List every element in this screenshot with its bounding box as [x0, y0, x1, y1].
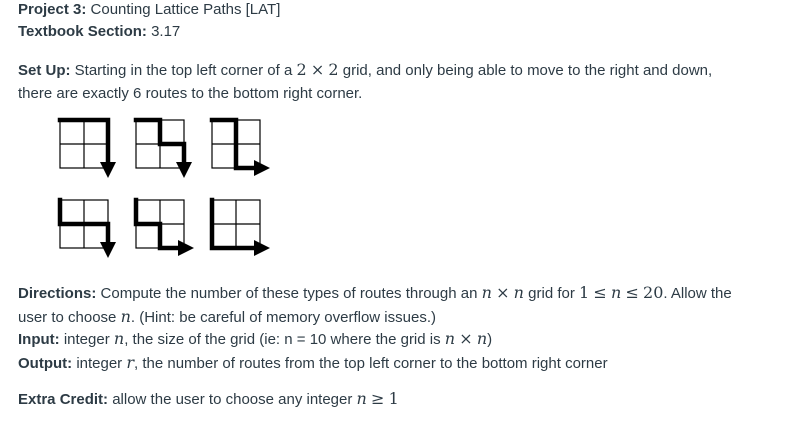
section-label: Textbook Section: [18, 23, 147, 40]
lattice-path-diagram [136, 120, 192, 178]
math-n: n [481, 283, 492, 302]
math-n: n [120, 307, 131, 326]
arrowhead-icon [178, 240, 194, 256]
math-le: ≤ [593, 283, 607, 302]
lattice-paths-figure [50, 108, 280, 268]
directions-text: Compute the number of these types of routes through an [100, 285, 478, 302]
extra-credit-line [18, 389, 399, 410]
math-n: n [513, 283, 524, 302]
arrowhead-icon [100, 242, 116, 258]
math-n: n [356, 389, 367, 408]
section-value: 3.17 [151, 23, 181, 40]
math-twenty: 20 [643, 283, 664, 302]
textbook-section [18, 22, 180, 42]
directions-paragraph [18, 281, 793, 329]
extra-credit-label: Extra Credit: [18, 391, 109, 408]
math-times: × [496, 283, 510, 302]
output-text: integer [76, 355, 123, 372]
input-text: ) [487, 331, 493, 348]
project-heading [18, 0, 280, 20]
project-title: Counting Lattice Paths [LAT] [90, 1, 281, 18]
setup-text: Starting in the top left corner of a [74, 62, 293, 79]
directions-line-2 [18, 305, 793, 329]
lattice-path-diagram [212, 200, 270, 256]
directions-line-1 [18, 281, 793, 305]
directions-text: . (Hint: be careful of memory overflow issues.) [130, 309, 436, 326]
lattice-path-diagram [212, 120, 270, 176]
arrowhead-icon [176, 162, 192, 178]
arrowhead-icon [254, 160, 270, 176]
setup-paragraph [18, 58, 793, 105]
arrowhead-icon [100, 162, 116, 178]
math-grid-size: 2 [328, 60, 339, 79]
project-label: Project 3: [18, 1, 87, 18]
arrowhead-icon [254, 240, 270, 256]
math-le: ≤ [625, 283, 639, 302]
extra-credit-text: allow the user to choose any integer [112, 391, 353, 408]
math-one: 1 [579, 283, 590, 302]
math-n: n [610, 283, 622, 302]
input-text: integer [63, 331, 110, 348]
directions-text: grid for [528, 285, 575, 302]
math-n: n [444, 329, 456, 348]
math-times: × [310, 60, 325, 79]
math-grid-size: 2 [296, 60, 307, 79]
input-line [18, 329, 492, 350]
setup-line-1 [18, 58, 793, 82]
math-n: n [113, 329, 125, 348]
setup-label: Set Up: [18, 62, 71, 79]
input-text: , the size of the grid (ie: n = 10 where the grid is [124, 331, 441, 348]
input-label: Input: [18, 331, 60, 348]
math-n: n [476, 329, 488, 348]
lattice-path-diagram [60, 200, 116, 258]
directions-text: . Allow the [663, 285, 732, 302]
output-label: Output: [18, 355, 73, 372]
math-times: × [459, 329, 473, 348]
directions-text: user to choose [18, 309, 117, 326]
output-text: , the number of routes from the top left corner to the bottom right corner [134, 355, 608, 372]
setup-line-2: there are exactly 6 routes to the bottom right corner. [18, 85, 363, 102]
lattice-path-diagram [136, 200, 194, 256]
lattice-path-diagram [60, 120, 116, 178]
math-one: 1 [388, 389, 399, 408]
math-ge: ≥ [371, 389, 385, 408]
output-line [18, 353, 608, 374]
setup-text: grid, and only being able to move to the right and down, [342, 62, 713, 79]
math-r: r [126, 353, 135, 372]
directions-label: Directions: [18, 285, 97, 302]
